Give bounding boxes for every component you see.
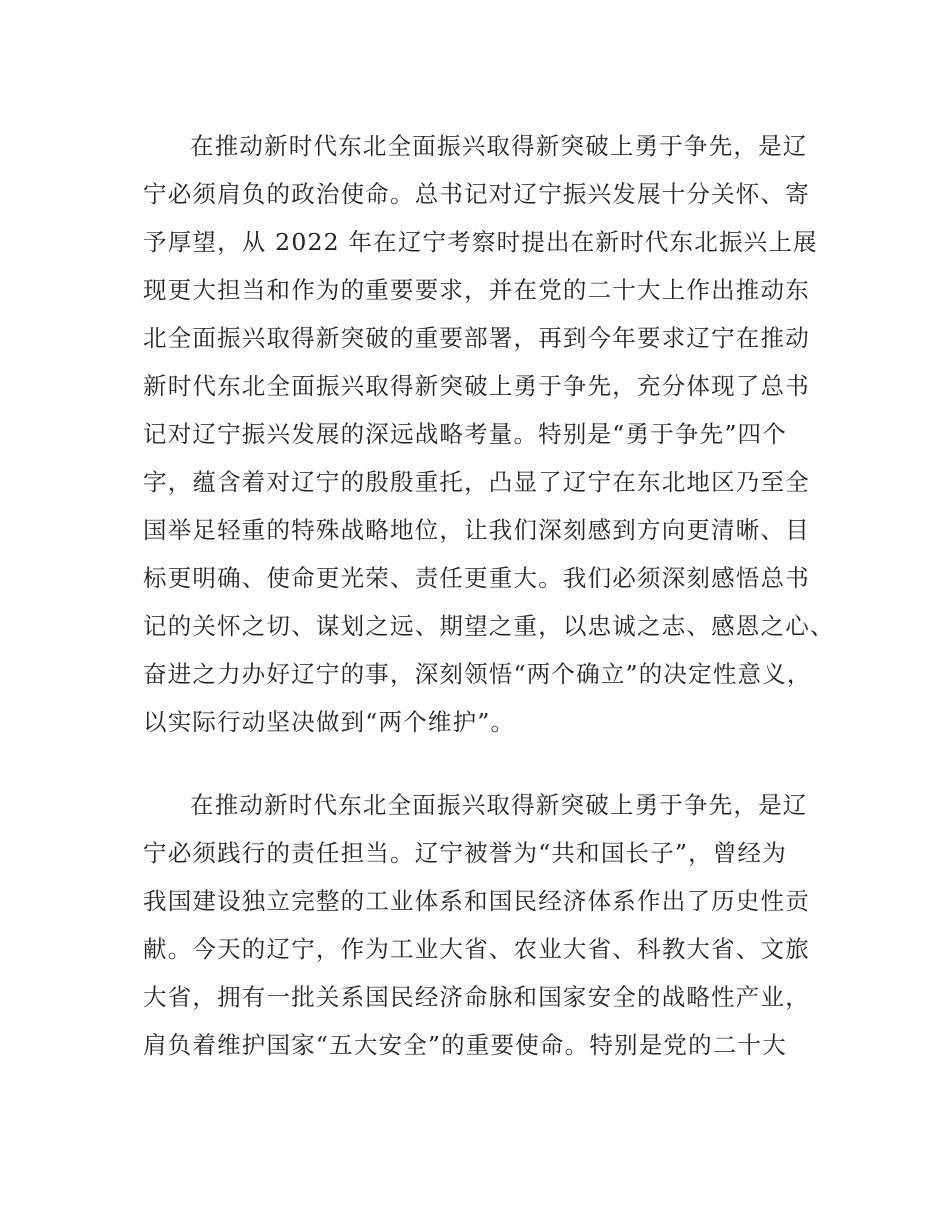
text-line: 北全面振兴取得新突破的重要部署，再到今年要求辽宁在推动	[143, 324, 810, 352]
text-line: 字，蕴含着对辽宁的殷殷重托，凸显了辽宁在东北地区乃至全	[143, 468, 810, 496]
text-line: 奋进之力办好辽宁的事，深刻领悟“两个确立”的决定性意义，	[143, 660, 812, 688]
text-line: 标更明确、使命更光荣、责任更重大。我们必须深刻感悟总书	[143, 564, 810, 592]
paragraph-1	[143, 122, 833, 746]
text-line: 宁必须践行的责任担当。辽宁被誉为“共和国长子”，曾经为	[143, 839, 787, 867]
text-line: 新时代东北全面振兴取得新突破上勇于争先，充分体现了总书	[143, 372, 810, 400]
text-line: 予厚望，从 2022 年在辽宁考察时提出在新时代东北振兴上展	[143, 228, 818, 256]
text-line: 国举足轻重的特殊战略地位，让我们深刻感到方向更清晰、目	[143, 516, 810, 544]
paragraph-2	[143, 781, 833, 1069]
text-line: 献。今天的辽宁，作为工业大省、农业大省、科教大省、文旅	[143, 935, 810, 963]
text-line: 记对辽宁振兴发展的深远战略考量。特别是“勇于争先”四个	[143, 420, 787, 448]
text-line: 以实际行动坚决做到“两个维护”。	[143, 708, 516, 736]
text-line: 肩负着维护国家“五大安全”的重要使命。特别是党的二十大	[143, 1031, 787, 1059]
text-line: 大省，拥有一批关系国民经济命脉和国家安全的战略性产业，	[143, 983, 810, 1011]
text-line: 在推动新时代东北全面振兴取得新突破上勇于争先，是辽	[190, 791, 808, 819]
text-line: 记的关怀之切、谋划之远、期望之重，以忠诚之志、感恩之心、	[143, 612, 835, 640]
text-line: 现更大担当和作为的重要要求，并在党的二十大上作出推动东	[143, 276, 810, 304]
text-line: 在推动新时代东北全面振兴取得新突破上勇于争先，是辽	[190, 132, 808, 160]
text-line: 宁必须肩负的政治使命。总书记对辽宁振兴发展十分关怀、寄	[143, 180, 810, 208]
text-line: 我国建设独立完整的工业体系和国民经济体系作出了历史性贡	[143, 887, 810, 915]
